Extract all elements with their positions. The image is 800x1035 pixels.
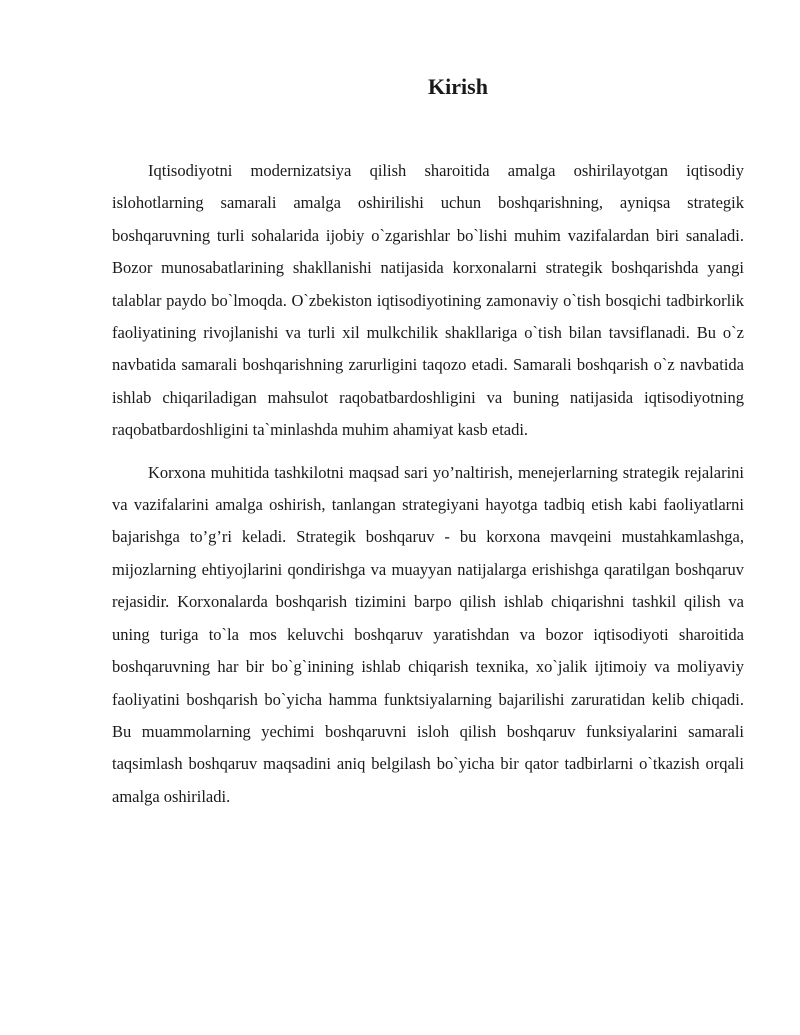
paragraph-2: Korxona muhitida tashkilotni maqsad sari yo’naltirish, menejerlarning strategik rejalarini va vazifalarini amalga oshirish, tanlangan strategiyani hayotga tadbiq etish kabi faoliyatlarni bajarishga to’g’ri keladi. Strategik boshqaruv - bu korxona mavqeini mustahkamlashga, mijozlarning ehtiyojlarini qondirishga va muayyan natijalarga erishishga qaratilgan boshqaruv rejasidir. Korxonalarda boshqarish tizimini barpo qilish ishlab chiqarishni tashkil qilish va uning turiga to`la mos keluvchi boshqaruv yaratishdan va bozor iqtisodiyoti sharoitida boshqaruvning har bir bo`g`inining ishlab chiqarish texnika, xo`jalik ijtimoiy va moliyaviy faoliyatini boshqarish bo`yicha hamma funktsiyalarning bajarilishi zaruratidan kelib chiqadi. Bu muammolarning yechimi boshqaruvni isloh qilish boshqaruv funksiyalarini samarali taqsimlash boshqaruv maqsadini aniq belgilash bo`yicha bir qator tadbirlarni o`tkazish orqali amalga oshiriladi. xyxy=(112,462,744,806)
page-title: Kirish xyxy=(428,74,488,99)
paragraph-1: Iqtisodiyotni modernizatsiya qilish sharoitida amalga oshirilayotgan iqtisodiy islohotlarning samarali amalga oshirilishi uchun boshqarishning, ayniqsa strategik boshqaruvning turli sohalarida ijobiy o`zgarishlar bo`lishi muhim vazifalardan biri sanaladi. Bozor munosabatlarining shakllanishi natijasida korxonalarni strategik boshqarishda yangi talablar paydo bo`lmoqda. O`zbekiston iqtisodiyotining zamonaviy o`tish bosqichi tadbirkorlik faoliyatining rivojlanishi va turli xil mulkchilik shakllariga o`tish bilan tavsiflanadi. Bu o`z navbatida samarali boshqarishning zarurligini taqozo etadi. Samarali boshqarish o`z navbatida ishlab chiqariladigan mahsulot raqobatbardoshligini va buning natijasida iqtisodiyotning raqobatbardoshligini ta`minlashda muhim ahamiyat kasb etadi. xyxy=(112,161,744,440)
